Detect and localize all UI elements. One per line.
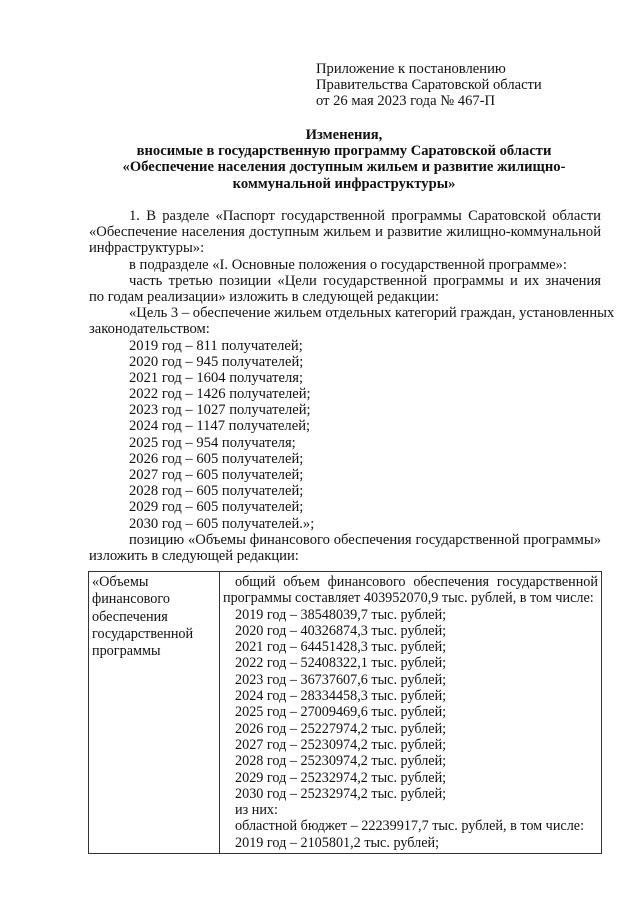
amount-line: 2020 год – 40326874,3 тыс. рублей;: [235, 622, 447, 639]
label-line: финансового: [92, 591, 170, 608]
title-line: «Обеспечение населения доступным жильем и развитие жилищно-: [122, 159, 566, 176]
value-line: из них:: [235, 802, 278, 819]
financing-table: [88, 571, 602, 854]
appendix-line: от 26 мая 2023 года № 467-П: [316, 93, 496, 110]
appendix-line: Приложение к постановлению: [316, 61, 506, 77]
amount-line: 2025 год – 27009469,6 тыс. рублей;: [235, 704, 447, 721]
amount-line: 2023 год – 36737607,6 тыс. рублей;: [235, 671, 447, 688]
amount-line: 2021 год – 64451428,3 тыс. рублей;: [235, 639, 447, 656]
paragraph-line: инфраструктуры»:: [89, 240, 205, 257]
amount-line: 2019 год – 2105801,2 тыс. рублей;: [235, 834, 440, 851]
appendix-header: [316, 61, 542, 110]
amount-line: 2019 год – 38548039,7 тыс. рублей;: [235, 606, 447, 623]
amount-line: 2024 год – 28334458,3 тыс. рублей;: [235, 688, 447, 705]
appendix-line: Правительства Саратовской области: [316, 77, 542, 94]
year-line: 2030 год – 605 получателей.»;: [129, 515, 315, 532]
table-value-cell: [220, 572, 602, 854]
label-line: обеспечения: [92, 608, 168, 625]
value-line: областной бюджет – 22239917,7 тыс. рублей, в том числе:: [235, 818, 585, 835]
paragraph-line: часть третью позиции «Цели государственной программы и их значения: [129, 272, 601, 289]
amount-line: 2029 год – 25232974,2 тыс. рублей;: [235, 769, 447, 786]
paragraph-line: «Цель 3 – обеспечение жильем отдельных категорий граждан, установленных: [129, 305, 615, 322]
paragraph-line: в подразделе «I. Основные положения о государственной программе»:: [129, 256, 567, 273]
paragraph-line: позицию «Объемы финансового обеспечения государственной программы»: [129, 531, 601, 548]
value-line: общий объем финансового обеспечения государственной: [235, 574, 598, 590]
document-title: [88, 127, 600, 192]
document-body: [89, 208, 615, 564]
paragraph-line: «Обеспечение населения доступным жильем и развитие жилищно-коммунальной: [89, 224, 601, 241]
amount-line: 2026 год – 25227974,2 тыс. рублей;: [235, 720, 447, 737]
year-line: 2020 год – 945 получателей;: [129, 353, 304, 370]
amount-line: 2027 год – 25230974,2 тыс. рублей;: [235, 736, 447, 753]
year-line: 2029 год – 605 получателей;: [129, 499, 304, 516]
paragraph-line: 1. В разделе «Паспорт государственной программы Саратовской области: [129, 208, 601, 224]
paragraph-line: изложить в следующей редакции:: [89, 547, 299, 564]
title-line: коммунальной инфраструктуры»: [232, 175, 456, 192]
year-line: 2025 год – 954 получателя;: [129, 434, 296, 451]
value-line: программы составляет 403952070,9 тыс. рублей, в том числе:: [223, 590, 594, 607]
amount-line: 2022 год – 52408322,1 тыс. рублей;: [235, 655, 447, 672]
label-line: «Объемы: [92, 574, 149, 590]
table-label-cell: [89, 572, 220, 854]
year-line: 2028 год – 605 получателей;: [129, 483, 304, 500]
amount-line: 2028 год – 25230974,2 тыс. рублей;: [235, 753, 447, 770]
title-line: вносимые в государственную программу Саратовской области: [136, 143, 552, 160]
amount-line: 2030 год – 25232974,2 тыс. рублей;: [235, 785, 447, 802]
year-line: 2023 год – 1027 получателей;: [129, 402, 311, 419]
label-line: программы: [92, 643, 161, 660]
year-line: 2021 год – 1604 получателя;: [129, 369, 304, 386]
label-line: государственной: [92, 625, 194, 642]
year-line: 2024 год – 1147 получателей;: [129, 418, 311, 435]
table-row: [89, 572, 602, 854]
year-line: 2022 год – 1426 получателей;: [129, 386, 311, 403]
year-line: 2027 год – 605 получателей;: [129, 467, 304, 483]
year-line: 2019 год – 811 получателей;: [129, 337, 303, 354]
year-line: 2026 год – 605 получателей;: [129, 450, 304, 467]
paragraph-line: законодательством:: [89, 321, 210, 338]
paragraph-line: по годам реализации» изложить в следующей редакции:: [89, 288, 440, 305]
title-line: Изменения,: [305, 127, 383, 143]
